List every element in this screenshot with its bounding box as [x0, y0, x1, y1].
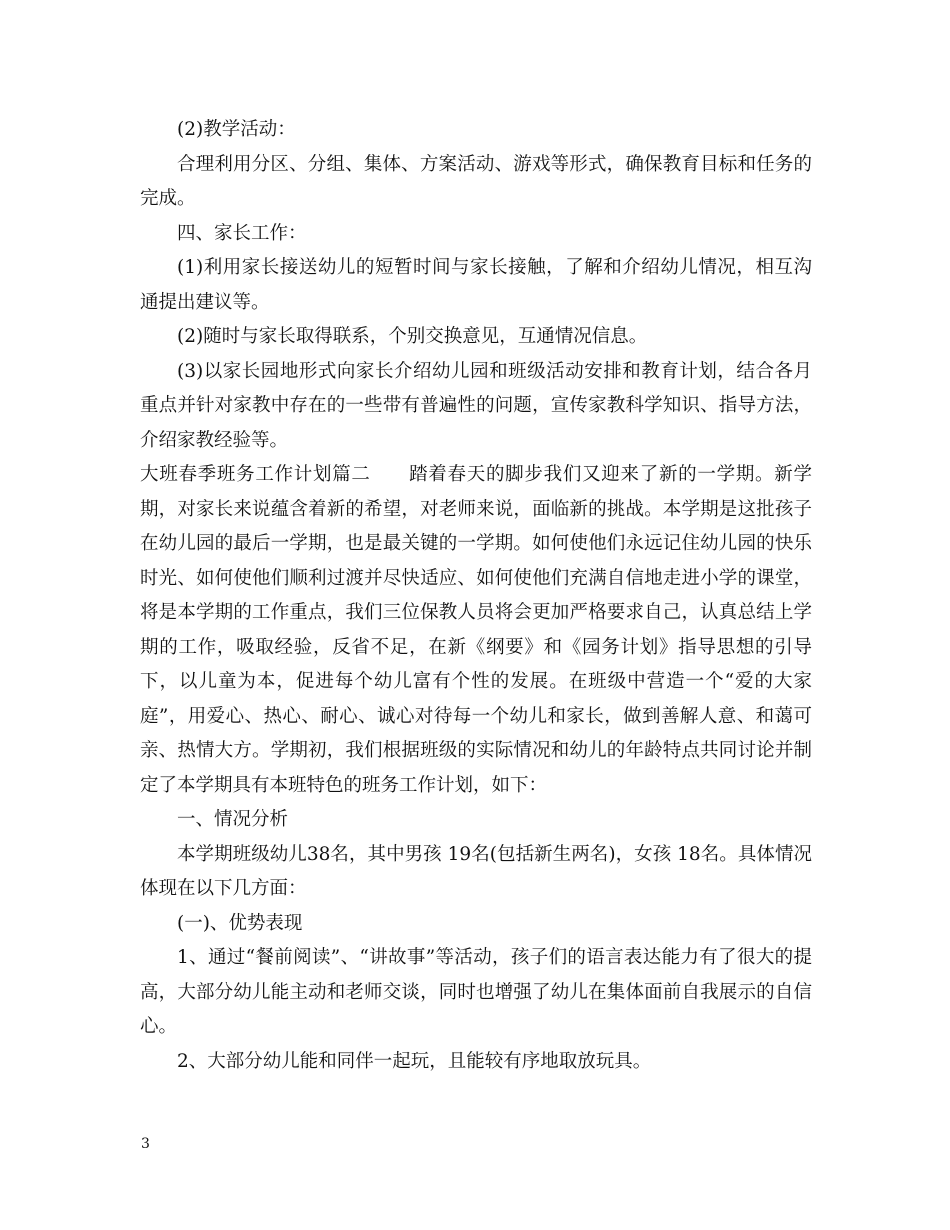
paragraph-parent-work-item-1: (1)利用家长接送幼儿的短暂时间与家长接触，了解和介绍幼儿情况，相互沟通提出建议等。	[140, 257, 812, 313]
paragraph-situation-analysis-heading: 一、情况分析	[177, 809, 289, 830]
paragraph-strength-item-1: 1、通过“餐前阅读”、“讲故事”等活动，孩子们的语言表达能力有了很大的提高，大部分幼儿能主动和老师交谈，同时也增强了幼儿在集体面前自我展示的自信心。	[140, 947, 812, 1037]
paragraph-plan-two-intro: 大班春季班务工作计划篇二 踏着春天的脚步我们又迎来了新的一学期。新学期，对家长来说蕴含着新的希望，对老师来说，面临新的挑战。本学期是这批孩子在幼儿园的最后一学期，也是最关键的一学期。如何使他们永远记住幼儿园的快乐时光、如何使他们顺利过渡并尽快适应、如何使他们充满自信地走进小学的课堂，将是本学期的工作重点，我们三位保教人员将会更加严格要求自己，认真总结上学期的工作，吸取经验，反省不足，在新《纲要》和《园务计划》指导思想的引导下，以儿童为本，促进每个幼儿富有个性的发展。在班级中营造一个“爱的大家庭”，用爱心、热心、耐心、诚心对待每一个幼儿和家长，做到善解人意、和蔼可亲、热情大方。学期初，我们根据班级的实际情况和幼儿的年龄特点共同讨论并制定了本学期具有本班特色的班务工作计划，如下：	[140, 464, 812, 796]
paragraph-teaching-activities-heading: (2)教学活动：	[177, 119, 296, 140]
paragraph-strengths-heading: (一)、优势表现	[177, 912, 303, 934]
document-body	[140, 113, 812, 1079]
paragraph-parent-work-item-2: (2)随时与家长取得联系，个别交换意见，互通情况信息。	[177, 326, 648, 347]
paragraph-parent-work-heading: 四、家长工作：	[177, 222, 307, 244]
paragraph-parent-work-item-3: (3)以家长园地形式向家长介绍幼儿园和班级活动安排和教育计划，结合各月重点并针对家教中存在的一些带有普遍性的问题，宣传家教科学知识、指导方法，介绍家教经验等。	[140, 360, 812, 451]
paragraph-teaching-activities-body: 合理利用分区、分组、集体、方案活动、游戏等形式，确保教育目标和任务的完成。	[140, 153, 812, 209]
paragraph-strength-item-2: 2、大部分幼儿能和同伴一起玩，且能较有序地取放玩具。	[177, 1050, 652, 1072]
paragraph-situation-analysis-body: 本学期班级幼儿38名，其中男孩 19名(包括新生两名)，女孩 18名。具体情况体现在以下几方面：	[140, 843, 812, 899]
page-number: 3	[141, 1136, 150, 1152]
